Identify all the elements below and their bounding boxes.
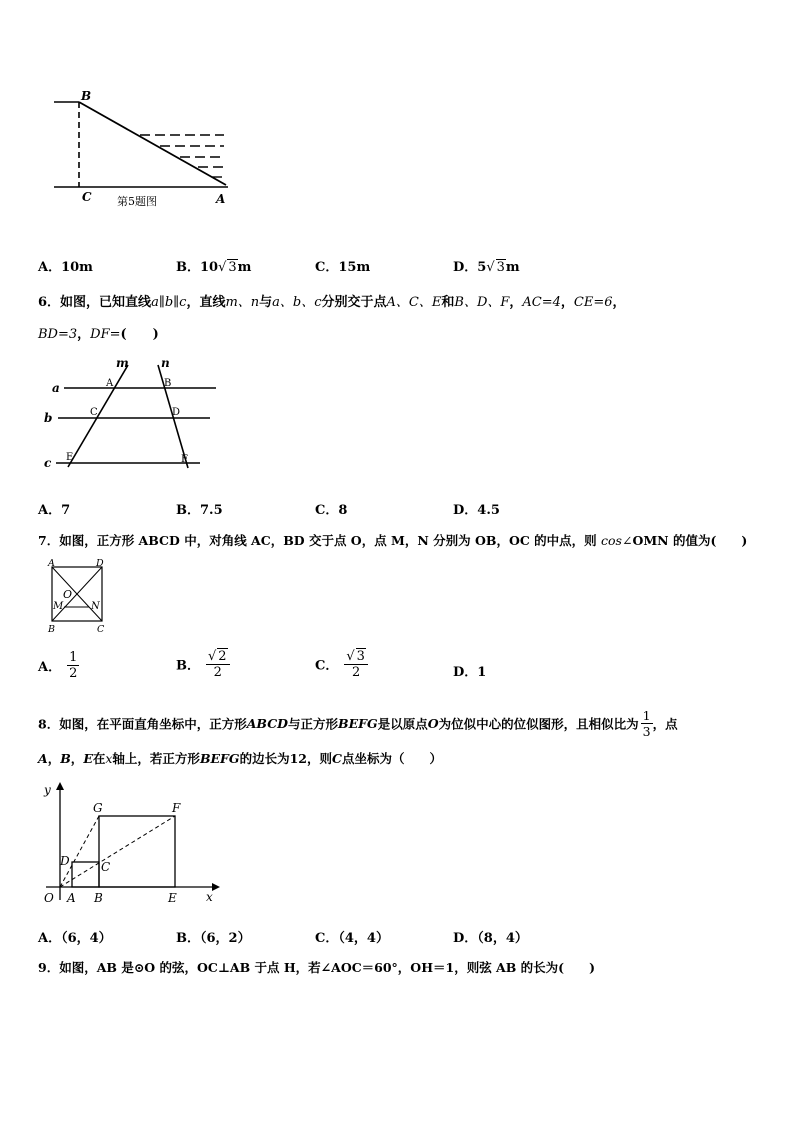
q6-option-d[interactable]: D．4.5 bbox=[453, 503, 500, 518]
q6-point-b: B bbox=[164, 378, 172, 389]
q6-label-b: b bbox=[44, 411, 53, 425]
q8-figure bbox=[40, 780, 230, 908]
q5-slope-ba bbox=[79, 102, 226, 185]
q8-y-axis-arrow bbox=[56, 782, 64, 790]
q5-water-dashes bbox=[140, 135, 224, 177]
q8-stem-line1: 8．如图，在平面直角坐标中，正方形ABCD与正方形BEFG是以原点O为位似中心的位似图形，且相似比为 $\frac{1}{3}$ ，点 bbox=[38, 708, 678, 739]
q8-dash-of bbox=[60, 816, 175, 887]
q8-dash-og bbox=[60, 816, 99, 887]
q6-label-c: c bbox=[44, 456, 52, 470]
q8-label-o: O bbox=[44, 891, 54, 905]
q6-option-c[interactable]: C．8 bbox=[315, 503, 348, 518]
q8-label-e: E bbox=[168, 891, 177, 905]
q6-point-d: D bbox=[172, 407, 181, 418]
q7-stem: 7．如图，正方形 ABCD 中，对角线 AC，BD 交于点 O，点 M，N 分别为 OB，OC 的中点，则 cos∠OMN 的值为( ) bbox=[38, 533, 748, 548]
q8-option-b[interactable]: B．（6，2） bbox=[176, 931, 251, 946]
q5-figure bbox=[48, 88, 248, 210]
q7-label-a: A bbox=[48, 558, 55, 569]
q6-line-m bbox=[68, 365, 128, 467]
q6-stem-line1: 6．如图，已知直线a∥b∥c，直线m、n与a、b、c分别交于点A、C、E和B、D、F，AC=4，CE=6， bbox=[38, 295, 626, 310]
q6-option-a[interactable]: A．7 bbox=[38, 503, 71, 518]
q8-label-a: A bbox=[67, 891, 76, 905]
q7-label-m: M bbox=[53, 601, 64, 612]
q6-point-e: E bbox=[66, 452, 74, 463]
q7-label-o: O bbox=[63, 588, 73, 601]
q5-label-b: B bbox=[81, 89, 92, 103]
q7-option-b[interactable]: B． $\frac{√ 2}{2}$ bbox=[176, 648, 230, 680]
q5-option-b[interactable]: B．10√ 3m bbox=[176, 260, 252, 275]
q6-point-a: A bbox=[106, 378, 114, 389]
q6-label-m: m bbox=[116, 356, 129, 370]
q6-stem-line2: BD=3，DF=( ) bbox=[38, 327, 159, 342]
q7-label-c: C bbox=[97, 624, 105, 635]
q7-option-d[interactable]: D．1 bbox=[453, 665, 487, 680]
q7-option-c[interactable]: C． $\frac{√ 3}{2}$ bbox=[315, 648, 368, 680]
q8-label-y: y bbox=[44, 783, 51, 797]
q6-figure bbox=[40, 356, 225, 474]
q9-stem: 9．如图，AB 是⊙O 的弦，OC⊥AB 于点 H，若∠AOC＝60°，OH＝1，则弦 AB 的长为( ) bbox=[38, 960, 595, 975]
q6-option-b[interactable]: B．7.5 bbox=[176, 503, 223, 518]
q5-caption: 第5题图 bbox=[117, 195, 157, 208]
q6-point-c: C bbox=[90, 407, 98, 418]
q7-label-b: B bbox=[48, 624, 55, 635]
q7-figure bbox=[44, 558, 112, 636]
q7-label-n: N bbox=[91, 601, 100, 612]
q8-label-f: F bbox=[172, 801, 181, 815]
q8-label-x: x bbox=[206, 890, 213, 904]
q7-label-d: D bbox=[96, 558, 104, 569]
q8-option-c[interactable]: C．（4，4） bbox=[315, 931, 389, 946]
q8-label-b: B bbox=[94, 891, 103, 905]
q8-option-a[interactable]: A．（6，4） bbox=[38, 931, 112, 946]
q7-option-a[interactable]: A． $\frac{1}{2}$ bbox=[38, 650, 78, 681]
q8-label-d: D bbox=[60, 854, 70, 868]
q5-option-d[interactable]: D．5√ 3m bbox=[453, 260, 520, 275]
q8-label-c: C bbox=[101, 860, 111, 874]
q5-option-a[interactable]: A．10m bbox=[38, 260, 93, 275]
q6-label-n: n bbox=[161, 356, 170, 370]
q6-label-a: a bbox=[52, 381, 60, 395]
q8-x-axis-arrow bbox=[212, 883, 220, 891]
q5-label-a: A bbox=[216, 192, 226, 206]
q8-square-abcd bbox=[72, 862, 99, 887]
q5-option-c[interactable]: C．15m bbox=[315, 260, 371, 275]
q8-square-befg bbox=[99, 816, 175, 887]
q5-label-c: C bbox=[82, 190, 92, 204]
q8-stem-line2: A，B，E在x轴上，若正方形BEFG的边长为12，则C点坐标为（ ） bbox=[38, 751, 442, 766]
q8-label-g: G bbox=[93, 801, 103, 815]
q8-option-d[interactable]: D．（8，4） bbox=[453, 931, 528, 946]
q6-point-f: F bbox=[181, 454, 188, 465]
